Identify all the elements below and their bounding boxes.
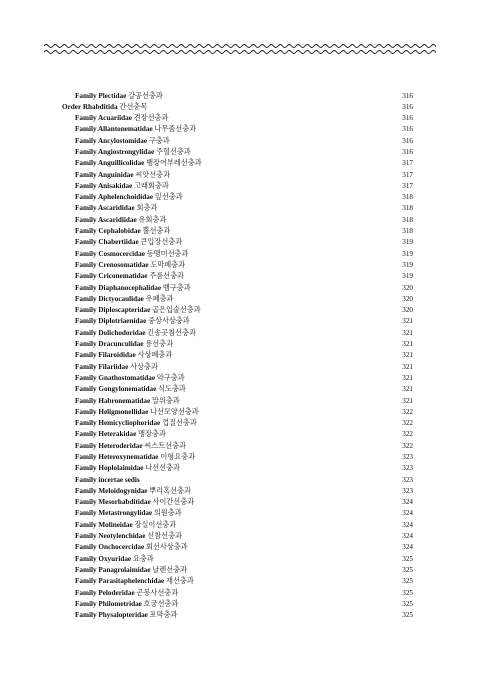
taxon-latin-name: Family Anguillicolidae (75, 159, 145, 168)
taxon-latin-name: Family Aphelenchoididae (75, 193, 154, 202)
page-number: 324 (402, 498, 413, 507)
page-number: 322 (402, 407, 413, 416)
toc-family-entry (62, 226, 417, 237)
taxon-korean-name: 날렌선충과 (152, 565, 188, 574)
taxon-korean-name: 주혈선충과 (155, 147, 191, 156)
taxon-korean-name: 우폐충과 (145, 294, 174, 303)
toc-family-entry (62, 384, 417, 395)
taxon-korean-name: 동맹미선충과 (146, 249, 189, 258)
page-number: 324 (402, 509, 413, 518)
taxon-latin-name: Family Ancylostomidae (75, 136, 148, 145)
toc-family-entry (62, 260, 417, 271)
page-number: 321 (402, 340, 413, 349)
taxon-korean-name: 도막폐충과 (150, 260, 186, 269)
toc-family-entry (62, 328, 417, 339)
page-number: 325 (402, 577, 413, 586)
taxon-latin-name: Family Panagrolaimidae (75, 565, 151, 574)
taxon-korean-name: 나선모양선충과 (150, 407, 199, 416)
taxon-korean-name: 뱀장어부레선충과 (146, 159, 202, 168)
taxon-latin-name: Family Neotylenchidae (75, 532, 146, 541)
toc-family-entry (62, 542, 417, 553)
taxon-latin-name: Family Anisakidae (75, 181, 133, 190)
page-number: 325 (402, 611, 413, 620)
taxon-korean-name: 사상충과 (130, 362, 158, 371)
taxon-latin-name: Family Diplotriaenidae (75, 317, 147, 326)
taxon-korean-name: 재선충과 (166, 577, 194, 586)
taxon-latin-name: Family Filariidae (75, 362, 129, 371)
toc-family-entry (62, 531, 417, 542)
page-number: 323 (402, 453, 413, 461)
taxon-latin-name: Family Anguinidae (75, 170, 134, 179)
toc-family-entry (62, 113, 417, 124)
page-number: 320 (402, 294, 413, 303)
decorative-wave-border (44, 40, 436, 58)
taxon-korean-name: 씨앗선충과 (135, 170, 171, 179)
taxon-latin-name: Family Cephalobidae (75, 227, 141, 236)
page-number: 319 (402, 249, 413, 258)
page-number: 322 (402, 441, 413, 450)
taxon-latin-name: Family Oxyuridae (75, 554, 132, 563)
taxon-korean-name: 나선선충과 (145, 464, 180, 473)
toc-family-entry (62, 158, 417, 169)
taxon-korean-name: 호궁선충과 (143, 599, 179, 608)
page-number: 322 (402, 419, 413, 428)
taxon-latin-name: Family Cosmocercidae (75, 249, 145, 258)
taxon-korean-name: 나무좀선충과 (154, 125, 197, 134)
toc-family-entry (62, 249, 417, 260)
toc-family-entry (62, 237, 417, 248)
taxon-latin-name: Family Molineidae (75, 520, 133, 529)
taxon-latin-name: Family incertae sedis (75, 475, 140, 484)
page-number: 317 (402, 159, 413, 168)
toc-family-entry (62, 170, 417, 181)
toc-family-entry (62, 181, 417, 192)
page-number: 321 (402, 351, 413, 360)
taxon-korean-name: 신참선충과 (147, 532, 182, 541)
taxon-latin-name: Family Heterakidae (75, 430, 137, 439)
taxon-latin-name: Family Physalopteridae (75, 611, 148, 620)
taxon-latin-name: Family Heligmonellidae (75, 407, 149, 416)
taxon-latin-name: Family Plectidae (75, 91, 127, 100)
page-number: 325 (402, 554, 413, 563)
taxon-korean-name: 껍질선충과 (162, 419, 197, 428)
page-number: 322 (402, 430, 413, 439)
toc-family-entry (62, 350, 417, 361)
toc-family-entry (62, 610, 417, 621)
page-number: 321 (402, 362, 413, 371)
taxon-korean-name: 이형요충과 (160, 453, 196, 461)
taxon-korean-name: 사상폐충과 (137, 351, 173, 360)
taxon-korean-name: 씨스트선충과 (144, 441, 186, 450)
page-number: 321 (402, 317, 413, 326)
page-number: 325 (402, 588, 413, 597)
page-number: 316 (402, 102, 413, 111)
taxon-latin-name: Family Metastrongylidae (75, 509, 153, 518)
taxon-latin-name: Family Filaroididae (75, 351, 136, 360)
taxon-latin-name: Family Dictyocaulidae (75, 294, 144, 303)
toc-family-entry (62, 441, 417, 452)
taxon-korean-name: 갈공선충과 (128, 91, 163, 100)
taxon-latin-name: Family Mesorhabditidae (75, 498, 151, 507)
page-number: 318 (402, 193, 413, 202)
toc-family-entry (62, 463, 417, 474)
taxon-korean-name: 포막충과 (149, 611, 178, 620)
taxon-latin-name: Family Onchocercidae (75, 543, 145, 552)
toc-family-entry (62, 215, 417, 226)
toc-family-entry (62, 475, 417, 486)
toc-family-entry (62, 339, 417, 350)
taxon-korean-name: 잎선충과 (154, 193, 183, 202)
toc-family-entry (62, 497, 417, 508)
page-number: 316 (402, 147, 413, 156)
page-number: 318 (402, 227, 413, 236)
toc-family-entry (62, 373, 417, 384)
taxon-korean-name: 주름선충과 (149, 272, 184, 281)
page-number: 316 (402, 125, 413, 134)
page-number: 317 (402, 170, 413, 179)
taxon-korean-name: 요충과 (132, 554, 154, 563)
taxon-latin-name: Family Diaphanocephalidae (75, 283, 162, 292)
page-number: 324 (402, 543, 413, 552)
page-number: 317 (402, 181, 413, 190)
taxon-latin-name: Family Dracunculidae (75, 340, 144, 349)
toc-family-entry (62, 91, 417, 102)
taxon-latin-name: Family Acuariidae (75, 114, 132, 123)
toc-family-entry (62, 271, 417, 282)
toc-family-entry (62, 283, 417, 294)
taxon-korean-name: 회충과 (136, 204, 158, 213)
page-number: 324 (402, 532, 413, 541)
taxon-latin-name: Family Crenosomatidae (75, 260, 149, 269)
page-number: 316 (402, 91, 413, 100)
taxon-latin-name: Family Allantonematidae (75, 125, 153, 134)
taxon-korean-name: 긴송곳침선충과 (147, 328, 196, 337)
taxon-korean-name: 악구충과 (156, 373, 185, 382)
taxon-latin-name: Family Hoplolaimidae (75, 464, 144, 473)
page-number: 321 (402, 373, 413, 382)
taxon-korean-name: 식도충과 (158, 385, 186, 394)
toc-order-entry (62, 102, 417, 113)
taxon-latin-name: Family Gongylonematidae (75, 385, 157, 394)
taxon-latin-name: Family Hemicycliophoridae (75, 419, 161, 428)
page-number: 319 (402, 260, 413, 269)
toc-family-entry (62, 418, 417, 429)
toc-family-entry (62, 520, 417, 531)
taxon-latin-name: Family Parasitaphelenchidae (75, 577, 165, 586)
table-of-contents (62, 91, 417, 622)
page-number: 321 (402, 396, 413, 405)
taxon-korean-name: 큰입장선충과 (140, 238, 183, 247)
toc-family-entry (62, 508, 417, 519)
toc-family-entry (62, 147, 417, 158)
toc-family-entry (62, 599, 417, 610)
toc-family-entry (62, 294, 417, 305)
taxon-latin-name: Family Chabertiidae (75, 238, 139, 247)
taxon-korean-name: 유회충과 (138, 215, 167, 224)
taxon-latin-name: Family Gnathostomatidae (75, 373, 156, 382)
taxon-latin-name: Family Heteroderidae (75, 441, 143, 450)
taxon-korean-name: 뿌리혹선충과 (149, 486, 191, 495)
taxon-latin-name: Family Diploscapteridae (75, 306, 151, 315)
page-number: 324 (402, 520, 413, 529)
taxon-korean-name: 뱀구충과 (162, 283, 191, 292)
taxon-latin-name: Family Dolichodoridae (75, 328, 146, 337)
toc-family-entry (62, 429, 417, 440)
taxon-korean-name: 장실이선충과 (134, 520, 177, 529)
taxon-korean-name: 구충과 (148, 136, 170, 145)
toc-family-entry (62, 192, 417, 203)
page-number: 325 (402, 565, 413, 574)
page-number: 321 (402, 328, 413, 337)
toc-family-entry (62, 396, 417, 407)
page-number: 323 (402, 464, 413, 473)
toc-family-entry (62, 362, 417, 373)
taxon-latin-name: Family Ascarididae (75, 204, 135, 213)
taxon-korean-name: 말위충과 (151, 396, 180, 405)
taxon-latin-name: Family Criconematidae (75, 272, 148, 281)
toc-family-entry (62, 554, 417, 565)
taxon-latin-name: Family Peloderidae (75, 588, 135, 597)
page-number: 319 (402, 238, 413, 247)
toc-family-entry (62, 486, 417, 497)
page-number: 323 (402, 475, 413, 484)
taxon-korean-name: 중상사상충과 (148, 317, 190, 326)
toc-family-entry (62, 588, 417, 599)
toc-family-entry (62, 452, 417, 463)
taxon-korean-name: 맹장충과 (138, 430, 166, 439)
page-number: 320 (402, 283, 413, 292)
page-number: 319 (402, 272, 413, 281)
page-number: 325 (402, 599, 413, 608)
toc-family-entry (62, 136, 417, 147)
taxon-latin-name: Family Angiostrongylidae (75, 147, 155, 156)
toc-family-entry (62, 203, 417, 214)
toc-family-entry (62, 407, 417, 418)
taxon-latin-name: Family Habronematidae (75, 396, 151, 405)
page-number: 316 (402, 114, 413, 123)
taxon-korean-name: 의원충과 (153, 509, 182, 518)
taxon-korean-name: 간선충목 (119, 102, 148, 111)
taxon-korean-name: 뿔선충과 (142, 227, 171, 236)
page-number: 318 (402, 204, 413, 213)
taxon-korean-name: 고래회충과 (134, 181, 169, 190)
taxon-korean-name: 회선사상충과 (145, 543, 188, 552)
taxon-latin-name: Family Ascaridiidae (75, 215, 137, 224)
toc-family-entry (62, 124, 417, 135)
taxon-korean-name: 곤봉사선충과 (136, 588, 179, 597)
taxon-latin-name: Family Meloidogynidae (75, 486, 148, 495)
page-number: 321 (402, 385, 413, 394)
toc-family-entry (62, 576, 417, 587)
toc-family-entry (62, 565, 417, 576)
page-number: 320 (402, 306, 413, 315)
taxon-latin-name: Order Rhabditida (62, 102, 118, 111)
taxon-korean-name: 용선충과 (145, 340, 174, 349)
page-number: 318 (402, 215, 413, 224)
toc-family-entry (62, 316, 417, 327)
taxon-korean-name: 사이간선충과 (152, 498, 195, 507)
toc-family-entry (62, 305, 417, 316)
page-number: 316 (402, 136, 413, 145)
taxon-latin-name: Family Heteroxynematidae (75, 453, 159, 461)
taxon-korean-name: 곱은입술선충과 (152, 306, 201, 315)
page-number: 323 (402, 486, 413, 495)
taxon-korean-name: 견장선충과 (133, 114, 169, 123)
taxon-latin-name: Family Philometridae (75, 599, 142, 608)
